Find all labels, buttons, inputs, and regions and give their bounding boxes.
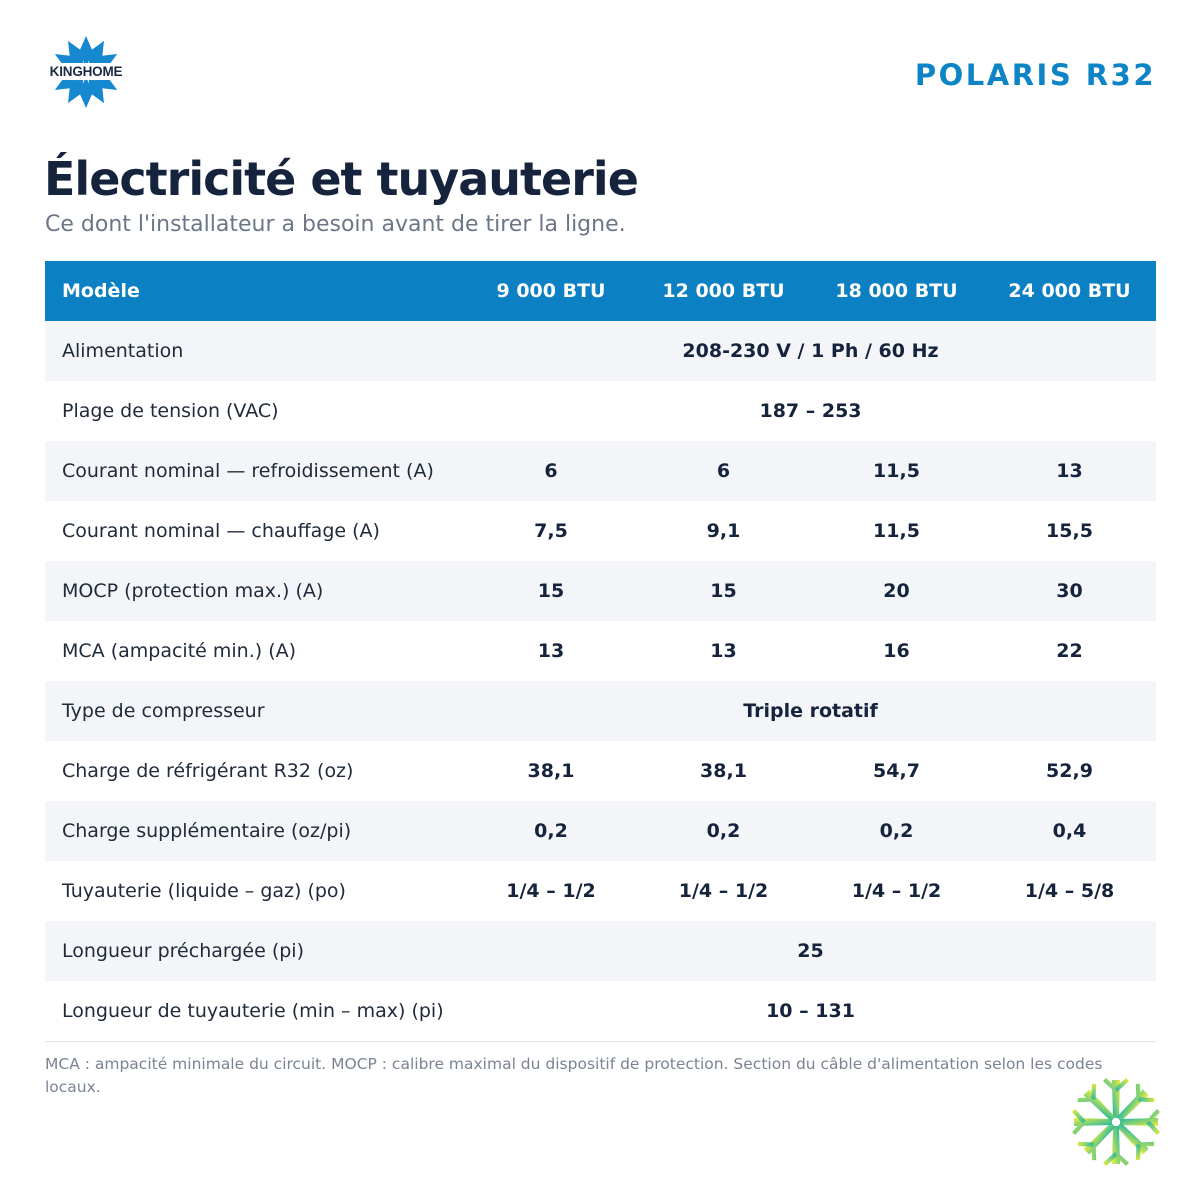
cell-value: 11,5 (810, 441, 983, 501)
cell-value: 15 (465, 561, 637, 621)
column-header-9000: 9 000 BTU (465, 261, 637, 321)
cell-value: 30 (983, 561, 1156, 621)
table-row (45, 441, 1156, 501)
row-label: Charge supplémentaire (oz/pi) (45, 801, 465, 861)
logo-wordmark: KINGHOME (49, 64, 123, 79)
cell-value: 20 (810, 561, 983, 621)
page-title: Électricité et tuyauterie (44, 152, 638, 206)
row-label: Tuyauterie (liquide – gaz) (po) (45, 861, 465, 921)
table-row (45, 981, 1156, 1042)
cell-value: 6 (637, 441, 810, 501)
page-subtitle: Ce dont l'installateur a besoin avant de tirer la ligne. (45, 212, 626, 237)
table-row (45, 681, 1156, 741)
cell-value: 1/4 – 1/2 (810, 861, 983, 921)
row-label: Type de compresseur (45, 681, 465, 741)
cell-value: 22 (983, 621, 1156, 681)
table-row (45, 321, 1156, 381)
cell-value: 187 – 253 (465, 381, 1156, 441)
cell-value: 1/4 – 1/2 (637, 861, 810, 921)
cell-value: 11,5 (810, 501, 983, 561)
snowflake-gradient-icon (1064, 1076, 1168, 1168)
cell-value: 38,1 (465, 741, 637, 801)
cell-value: 0,2 (637, 801, 810, 861)
row-label: Courant nominal — refroidissement (A) (45, 441, 465, 501)
cell-value: 13 (637, 621, 810, 681)
cell-value: 54,7 (810, 741, 983, 801)
cell-value: 10 – 131 (465, 981, 1156, 1042)
cell-value: 1/4 – 5/8 (983, 861, 1156, 921)
column-header-12000: 12 000 BTU (637, 261, 810, 321)
cell-value: 9,1 (637, 501, 810, 561)
table-header-row (45, 261, 1156, 321)
cell-value: 7,5 (465, 501, 637, 561)
cell-value: 15,5 (983, 501, 1156, 561)
cell-value: 15 (637, 561, 810, 621)
corner-snowflake (1064, 1076, 1168, 1168)
cell-value: 6 (465, 441, 637, 501)
table-row (45, 921, 1156, 981)
cell-value: 0,4 (983, 801, 1156, 861)
cell-value: 52,9 (983, 741, 1156, 801)
row-label: MOCP (protection max.) (A) (45, 561, 465, 621)
table-row (45, 621, 1156, 681)
cell-value: 208-230 V / 1 Ph / 60 Hz (465, 321, 1156, 381)
cell-value: Triple rotatif (465, 681, 1156, 741)
table-row (45, 381, 1156, 441)
table-row (45, 561, 1156, 621)
cell-value: 13 (983, 441, 1156, 501)
row-label: Longueur préchargée (pi) (45, 921, 465, 981)
cell-value: 16 (810, 621, 983, 681)
row-label: Courant nominal — chauffage (A) (45, 501, 465, 561)
cell-value: 38,1 (637, 741, 810, 801)
table-row (45, 801, 1156, 861)
table-row (45, 741, 1156, 801)
column-header-18000: 18 000 BTU (810, 261, 983, 321)
column-header-model: Modèle (45, 261, 465, 321)
specs-table (45, 261, 1156, 1042)
row-label: MCA (ampacité min.) (A) (45, 621, 465, 681)
cell-value: 25 (465, 921, 1156, 981)
kinghome-logo (40, 34, 132, 110)
footnote: MCA : ampacité minimale du circuit. MOCP : calibre maximal du dispositif de protection. Section du câble d'alimentation selon les codes locaux. (45, 1055, 1103, 1096)
cell-value: 0,2 (810, 801, 983, 861)
table-row (45, 861, 1156, 921)
row-label: Longueur de tuyauterie (min – max) (pi) (45, 981, 465, 1042)
cell-value: 0,2 (465, 801, 637, 861)
row-label: Charge de réfrigérant R32 (oz) (45, 741, 465, 801)
column-header-24000: 24 000 BTU (983, 261, 1156, 321)
cell-value: 1/4 – 1/2 (465, 861, 637, 921)
cell-value: 13 (465, 621, 637, 681)
row-label: Plage de tension (VAC) (45, 381, 465, 441)
row-label: Alimentation (45, 321, 465, 381)
product-name: POLARIS R32 (914, 58, 1156, 92)
table-row (45, 501, 1156, 561)
